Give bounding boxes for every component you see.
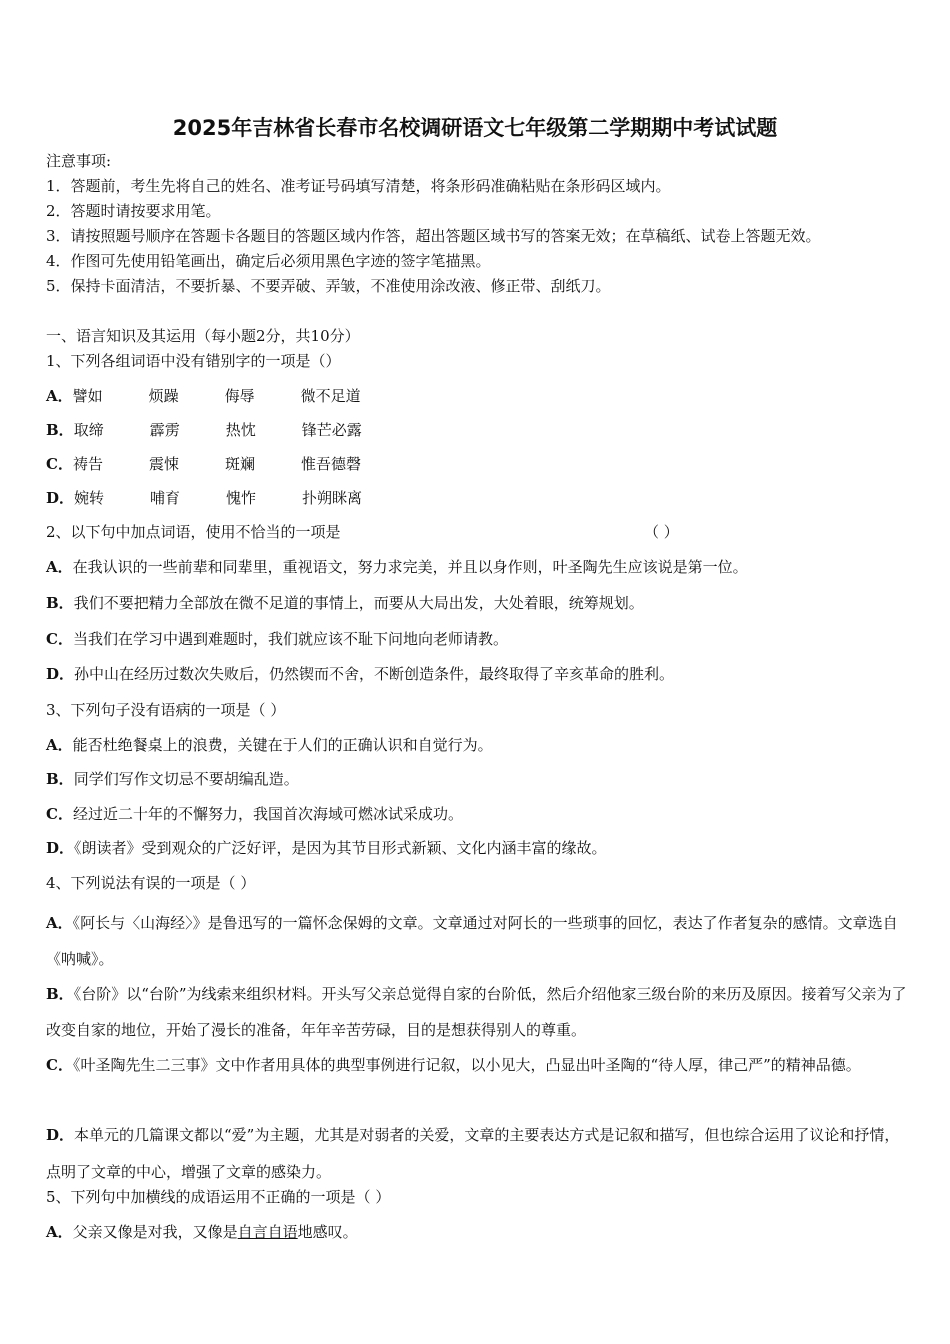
option-label: B． <box>46 594 74 612</box>
notice-item: 2．答题时请按要求用笔。 <box>46 202 221 220</box>
underlined-idiom: 自言自语 <box>237 1223 298 1241</box>
option-word: 愧怍 <box>226 489 257 507</box>
option-label: D． <box>46 489 75 507</box>
q1-option-d <box>46 488 362 508</box>
q3-option-d <box>46 838 607 858</box>
option-word: 霹雳 <box>149 421 180 439</box>
q3-option-a <box>46 735 493 755</box>
option-text-after: 地感叹。 <box>297 1223 358 1241</box>
q4-option-b <box>46 976 908 1048</box>
option-label: D． <box>46 665 75 683</box>
q3-option-c <box>46 804 463 824</box>
question-1-stem: 1、下列各组词语中没有错别字的一项是（） <box>46 352 341 370</box>
q3-option-b <box>46 769 299 789</box>
notice-heading: 注意事项: <box>46 152 112 170</box>
q4-option-c <box>46 1047 908 1083</box>
q5-option-a <box>46 1222 358 1242</box>
option-label: A． <box>46 736 73 754</box>
option-text: 《阿长与〈山海经〉》是鲁迅写的一篇怀念保姆的文章。文章通过对阿长的一些琐事的回忆，表达了作者复杂的感情。文章选自《呐喊》。 <box>46 914 898 968</box>
option-text: 《叶圣陶先生二三事》文中作者用具体的典型事例进行记叙，以小见大，凸显出叶圣陶的“待人厚，律己严”的精神品德。 <box>72 1056 861 1074</box>
option-word: 侮辱 <box>224 387 255 405</box>
notice-item: 3．请按照题号顺序在答题卡各题目的答题区域内作答，超出答题区域书写的答案无效；在草稿纸、试卷上答题无效。 <box>46 227 821 245</box>
option-text: 我们不要把精力全部放在微不足道的事情上，而要从大局出发，大处着眼，统筹规划。 <box>73 594 644 612</box>
option-word: 哺育 <box>150 489 181 507</box>
option-label: A． <box>46 387 73 405</box>
option-word: 热忱 <box>225 421 256 439</box>
question-2-stem <box>46 522 908 542</box>
question-2-text: 2、以下句中加点词语，使用不恰当的一项是 <box>46 523 341 541</box>
option-label: C． <box>46 630 73 648</box>
option-text: 《台阶》以“台阶”为线索来组织材料。开头写父亲总觉得自家的台阶低，然后介绍他家三级台阶的来历及原因。接着写父亲为了改变自家的地位，开始了漫长的准备，年年辛苦劳碌，目的是想获得别人的尊重。 <box>46 985 907 1039</box>
option-word: 祷告 <box>72 455 103 473</box>
question-5-stem: 5、下列句中加横线的成语运用不正确的一项是（ ） <box>46 1188 391 1206</box>
notice-item: 1．答题前，考生先将自己的姓名、准考证号码填写清楚，将条形码准确粘贴在条形码区域内。 <box>46 177 671 195</box>
option-text: 本单元的几篇课文都以“爱”为主题，尤其是对弱者的关爱，文章的主要表达方式是记叙和描写，但也综合运用了议论和抒情，点明了文章的中心，增强了文章的感染力。 <box>46 1126 900 1181</box>
option-word: 婉转 <box>74 489 105 507</box>
section-heading: 一、语言知识及其运用（每小题2分，共10分） <box>46 327 360 345</box>
q4-option-d <box>46 1117 908 1191</box>
option-text-before: 父亲又像是对我，又像是 <box>72 1223 238 1241</box>
option-label: D． <box>46 1126 75 1144</box>
option-word: 譬如 <box>72 387 103 405</box>
q1-option-c <box>46 454 361 474</box>
option-label: B． <box>46 421 74 439</box>
option-label: B． <box>46 985 74 1003</box>
answer-parentheses: （ ） <box>644 523 679 541</box>
option-word: 锋芒必露 <box>301 421 362 439</box>
page-title: 2025年吉林省长春市名校调研语文七年级第二学期期中考试试题 <box>172 116 778 140</box>
q2-option-c <box>46 629 508 649</box>
option-word: 斑斓 <box>224 455 255 473</box>
notice-item: 4．作图可先使用铅笔画出，确定后必须用黑色字迹的签字笔描黑。 <box>46 252 491 270</box>
option-label: C． <box>46 455 73 473</box>
option-label: C． <box>46 805 73 823</box>
option-text: 孙中山在经历过数次失败后，仍然锲而不舍，不断创造条件，最终取得了辛亥革命的胜利。 <box>74 665 675 683</box>
option-word: 扑朔眯离 <box>302 489 363 507</box>
q2-option-d <box>46 664 674 684</box>
notice-item: 5．保持卡面清洁，不要折暴、不要弄破、弄皱，不准使用涂改液、修正带、刮纸刀。 <box>46 277 611 295</box>
option-text: 在我认识的一些前辈和同辈里，重视语文，努力求完美，并且以身作则，叶圣陶先生应该说是第一位。 <box>72 558 748 576</box>
option-word: 取缔 <box>73 421 104 439</box>
option-label: A． <box>46 914 73 932</box>
q1-option-a <box>46 386 361 406</box>
option-word: 微不足道 <box>300 387 361 405</box>
q1-option-b <box>46 420 362 440</box>
option-label: B． <box>46 770 74 788</box>
option-text: 经过近二十年的不懈努力，我国首次海域可燃冰试采成功。 <box>72 805 463 823</box>
option-word: 烦躁 <box>148 387 179 405</box>
option-text: 《朗读者》受到观众的广泛好评，是因为其节目形式新颖、文化内涵丰富的缘故。 <box>74 839 607 857</box>
option-label: C． <box>46 1056 73 1074</box>
option-word: 震悚 <box>148 455 179 473</box>
question-4-stem: 4、下列说法有误的一项是（ ） <box>46 874 256 892</box>
question-3-stem: 3、下列句子没有语病的一项是（ ） <box>46 701 286 719</box>
q2-option-a <box>46 557 748 577</box>
option-word: 惟吾德磬 <box>300 455 361 473</box>
option-text: 同学们写作文切忌不要胡编乱造。 <box>73 770 299 788</box>
option-label: A． <box>46 1223 73 1241</box>
option-text: 能否杜绝餐桌上的浪费，关键在于人们的正确认识和自觉行为。 <box>72 736 493 754</box>
option-label: A． <box>46 558 73 576</box>
q2-option-b <box>46 593 644 613</box>
q4-option-a <box>46 905 908 977</box>
option-text: 当我们在学习中遇到难题时，我们就应该不耻下问地向老师请教。 <box>72 630 508 648</box>
option-label: D． <box>46 839 75 857</box>
